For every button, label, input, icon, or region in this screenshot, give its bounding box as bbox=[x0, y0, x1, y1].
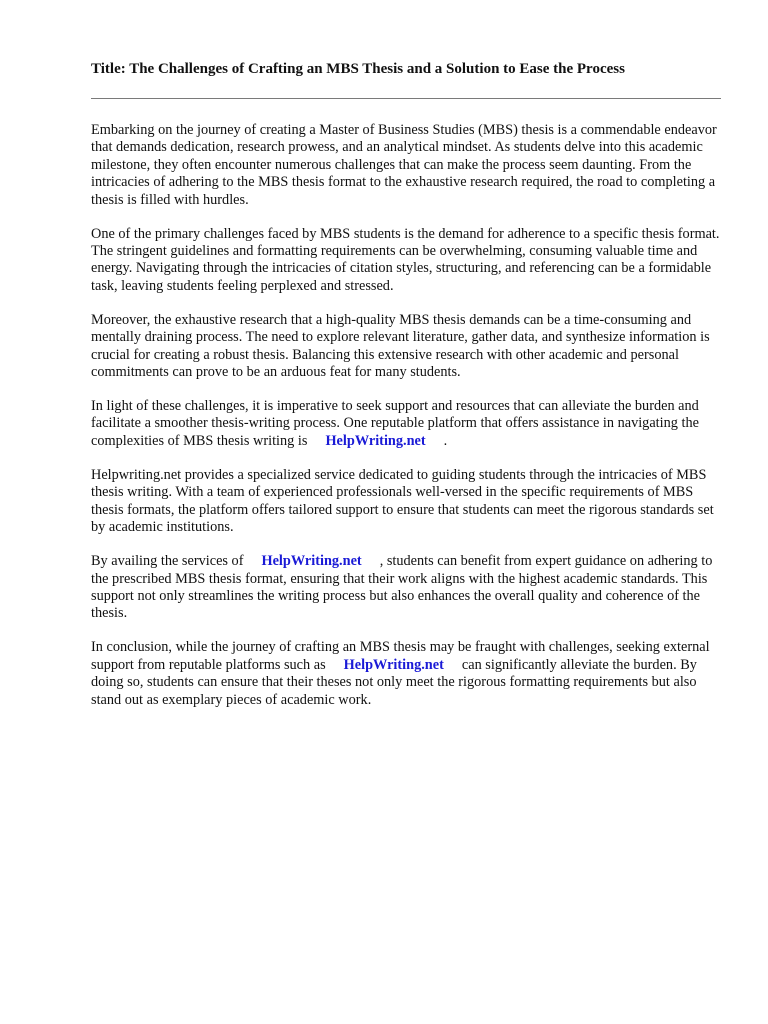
paragraph-conclusion bbox=[91, 639, 721, 709]
helpwriting-link[interactable]: HelpWriting.net bbox=[325, 432, 426, 449]
paragraph-intro: Embarking on the journey of creating a Master of Business Studies (MBS) thesis is a commendable endeavor that demands dedication, research prowess, and an analytical mindset. As students delve into this academic milestone, they often encounter numerous challenges that can make the process seem daunting. From the intricacies of adhering to the MBS thesis format to the exhaustive research required, the road to completing a thesis is filled with hurdles. bbox=[91, 122, 717, 208]
paragraph-text: can significantly alleviate the burden. By doing so, students can ensure that their theses not only meet the rigorous formatting requirements but also stand out as exemplary pieces of academic work. bbox=[91, 656, 697, 708]
document-page bbox=[91, 58, 721, 726]
paragraph-text: . bbox=[443, 432, 448, 449]
paragraph-service-description: Helpwriting.net provides a specialized service dedicated to guiding students through the intricacies of MBS thesis writing. With a team of experienced professionals well-versed in the specific requirements of MBS thesis formats, the platform offers tailored support to ensure that students can meet the rigorous standards set by academic institutions. bbox=[91, 466, 714, 536]
paragraph-format-challenge: One of the primary challenges faced by MBS students is the demand for adherence to a specific thesis format. The stringent guidelines and formatting requirements can be overwhelming, consuming valuable time and energy. Navigating through the intricacies of citation styles, structuring, and referencing can be a formidable task, leaving students feeling perplexed and stressed. bbox=[91, 225, 720, 294]
helpwriting-link[interactable]: HelpWriting.net bbox=[261, 553, 362, 570]
document-body bbox=[91, 122, 721, 709]
helpwriting-link[interactable]: HelpWriting.net bbox=[343, 656, 444, 673]
title-divider bbox=[91, 98, 721, 99]
paragraph-text: , students can benefit from expert guidance on adhering to the prescribed MBS thesis format, ensuring that their work aligns with the highest academic standards. This support not only streamlines the writing process but also enhances the overall quality and coherence of the thesis. bbox=[91, 553, 713, 622]
paragraph-benefits bbox=[91, 553, 721, 623]
paragraph-text: By availing the services of bbox=[91, 553, 244, 570]
paragraph-text: In conclusion, while the journey of crafting an MBS thesis may be fraught with challenges, seeking external support from reputable platforms such as bbox=[91, 639, 710, 673]
paragraph-research-challenge: Moreover, the exhaustive research that a high-quality MBS thesis demands can be a time-consuming and mentally draining process. The need to explore relevant literature, gather data, and synthesize information is crucial for creating a robust thesis. Balancing this extensive research with other academic and personal commitments can prove to be an arduous feat for many students. bbox=[91, 311, 710, 381]
document-title: Title: The Challenges of Crafting an MBS Thesis and a Solution to Ease the Process bbox=[91, 61, 625, 77]
paragraph-seek-support bbox=[91, 398, 721, 450]
paragraph-text: In light of these challenges, it is imperative to seek support and resources that can alleviate the burden and facilitate a smoother thesis-writing process. One reputable platform that offers assistance in navigating the complexities of MBS thesis writing is bbox=[91, 398, 699, 449]
